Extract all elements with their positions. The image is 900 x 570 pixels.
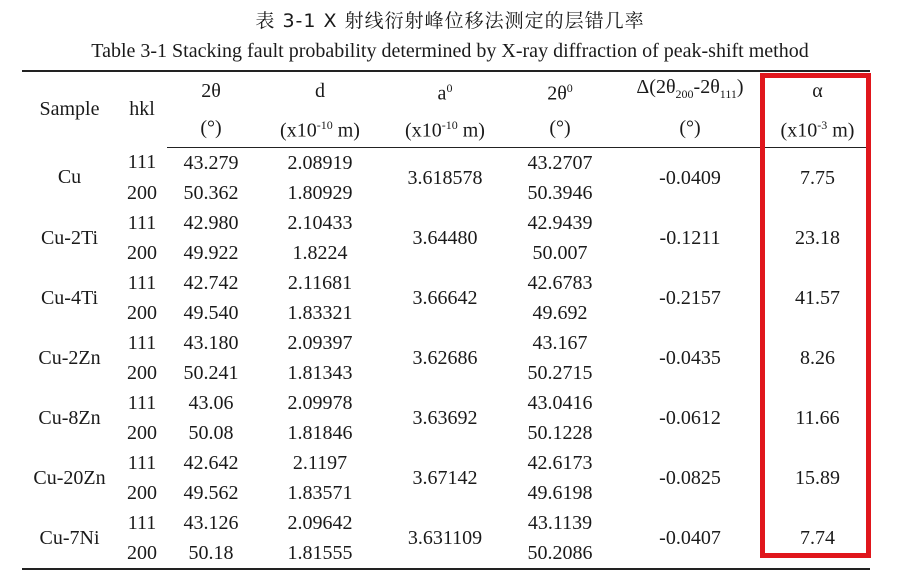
two-theta0-cell: 43.167 — [532, 331, 588, 354]
d-cell: 2.09978 — [287, 391, 353, 414]
unit-two-theta: (°) — [167, 110, 255, 147]
sample-cell: Cu — [57, 166, 82, 189]
hkl-cell: 111 — [127, 331, 157, 354]
sample-cell: Cu-4Ti — [40, 286, 99, 309]
two-theta0-cell: 50.2715 — [527, 361, 593, 384]
two-theta-cell: 49.562 — [183, 481, 239, 504]
table-row — [22, 388, 870, 418]
header-row-1 — [22, 71, 870, 110]
header-a0: $a^0$ — [385, 71, 505, 110]
unit-a0: ($x10^{-10}$ m) — [385, 110, 505, 147]
two-theta0-cell: 50.2086 — [505, 538, 615, 569]
hkl-cell: 111 — [127, 151, 157, 174]
delta-cell: -0.0612 — [659, 406, 721, 429]
delta-cell: -0.2157 — [659, 286, 721, 309]
alpha-cell: 8.26 — [800, 346, 835, 369]
d-cell: 2.10433 — [287, 211, 353, 234]
header-delta: $\Delta(2\theta_{200}-2\theta_{111})$ — [615, 71, 765, 110]
table-row — [22, 508, 870, 538]
two-theta0-cell: 49.6198 — [527, 481, 593, 504]
two-theta-cell: 42.980 — [183, 211, 239, 234]
d-cell: 2.09397 — [287, 331, 353, 354]
a0-cell: 3.618578 — [407, 166, 483, 189]
a0-cell: 3.66642 — [412, 286, 478, 309]
header-two-theta: 2θ — [167, 71, 255, 110]
header-d: d — [255, 71, 385, 110]
d-cell: 2.09642 — [287, 511, 353, 534]
two-theta0-cell: 50.007 — [532, 241, 588, 264]
sample-cell: Cu-20Zn — [33, 466, 106, 489]
unit-delta: (°) — [615, 110, 765, 147]
two-theta0-cell: 43.2707 — [527, 151, 593, 174]
alpha-cell: 11.66 — [795, 406, 840, 429]
header-two-theta0: $2\theta^0$ — [505, 71, 615, 110]
hkl-cell: 111 — [127, 511, 157, 534]
delta-cell: -0.0825 — [659, 466, 721, 489]
table-row — [22, 448, 870, 478]
hkl-cell: 200 — [127, 421, 157, 444]
hkl-cell: 111 — [127, 271, 157, 294]
d-cell: 1.8224 — [292, 241, 348, 264]
a0-cell: 3.62686 — [412, 346, 478, 369]
two-theta-cell: 49.922 — [183, 241, 239, 264]
sample-cell: Cu-2Ti — [40, 226, 99, 249]
hkl-cell: 111 — [127, 391, 157, 414]
caption-english: Table 3-1 Stacking fault probability determined by X-ray diffraction of peak-shift method — [91, 40, 809, 62]
two-theta0-cell: 42.9439 — [527, 211, 593, 234]
d-cell: 1.80929 — [287, 181, 353, 204]
d-cell: 2.08919 — [287, 151, 353, 174]
table-row — [22, 147, 870, 178]
two-theta-cell: 50.362 — [183, 181, 239, 204]
table-body — [22, 147, 870, 569]
two-theta-cell: 43.06 — [188, 391, 234, 414]
alpha-cell: 23.18 — [795, 226, 840, 249]
unit-d: ($x10^{-10}$ m) — [255, 110, 385, 147]
two-theta-cell: 42.742 — [183, 271, 239, 294]
table-row — [22, 208, 870, 238]
hkl-cell: 111 — [127, 211, 157, 234]
d-cell: 1.81555 — [255, 538, 385, 569]
two-theta0-cell: 42.6783 — [527, 271, 593, 294]
two-theta-cell: 42.642 — [183, 451, 239, 474]
two-theta-cell: 43.180 — [183, 331, 239, 354]
a0-cell: 3.64480 — [412, 226, 478, 249]
d-cell: 1.81343 — [287, 361, 353, 384]
unit-two-theta0: (°) — [505, 110, 615, 147]
two-theta-cell: 43.126 — [183, 511, 239, 534]
two-theta0-cell: 50.3946 — [527, 181, 593, 204]
delta-cell: -0.0409 — [659, 166, 721, 189]
delta-cell: -0.1211 — [659, 226, 721, 249]
sample-cell: Cu-7Ni — [22, 508, 117, 569]
hkl-cell: 200 — [127, 361, 157, 384]
sample-cell: Cu-8Zn — [38, 406, 101, 429]
sample-cell: Cu-2Zn — [38, 346, 101, 369]
table-row — [22, 268, 870, 298]
d-cell: 2.11681 — [287, 271, 353, 294]
hkl-cell: 200 — [117, 538, 167, 569]
header-hkl: hkl — [117, 71, 167, 147]
two-theta0-cell: 43.1139 — [527, 511, 593, 534]
d-cell: 1.83571 — [287, 481, 353, 504]
alpha-cell: 7.75 — [800, 166, 835, 189]
two-theta0-cell: 43.0416 — [527, 391, 593, 414]
a0-cell: 3.631109 — [385, 508, 505, 569]
a0-cell: 3.67142 — [412, 466, 478, 489]
two-theta0-cell: 50.1228 — [527, 421, 593, 444]
stacking-fault-table — [22, 70, 870, 570]
two-theta0-cell: 49.692 — [532, 301, 588, 324]
two-theta-cell: 50.08 — [188, 421, 234, 444]
table-row — [22, 328, 870, 358]
delta-cell: -0.0407 — [615, 508, 765, 569]
alpha-cell: 41.57 — [795, 286, 840, 309]
two-theta-cell: 50.241 — [183, 361, 239, 384]
alpha-cell: 15.89 — [795, 466, 840, 489]
caption-chinese: 表 3-1 X 射线衍射峰位移法测定的层错几率 — [255, 10, 645, 32]
two-theta-cell: 49.540 — [183, 301, 239, 324]
header-alpha: α — [765, 71, 870, 110]
two-theta-cell: 50.18 — [167, 538, 255, 569]
hkl-cell: 200 — [127, 241, 157, 264]
d-cell: 1.81846 — [287, 421, 353, 444]
hkl-cell: 200 — [127, 181, 157, 204]
two-theta0-cell: 42.6173 — [527, 451, 593, 474]
a0-cell: 3.63692 — [412, 406, 478, 429]
hkl-cell: 200 — [127, 301, 157, 324]
d-cell: 1.83321 — [287, 301, 353, 324]
unit-alpha: ($x10^{-3}$ m) — [765, 110, 870, 147]
hkl-cell: 111 — [127, 451, 157, 474]
delta-cell: -0.0435 — [659, 346, 721, 369]
hkl-cell: 200 — [127, 481, 157, 504]
two-theta-cell: 43.279 — [183, 151, 239, 174]
alpha-cell: 7.74 — [765, 508, 870, 569]
d-cell: 2.1197 — [292, 451, 348, 474]
header-sample: Sample — [22, 71, 117, 147]
